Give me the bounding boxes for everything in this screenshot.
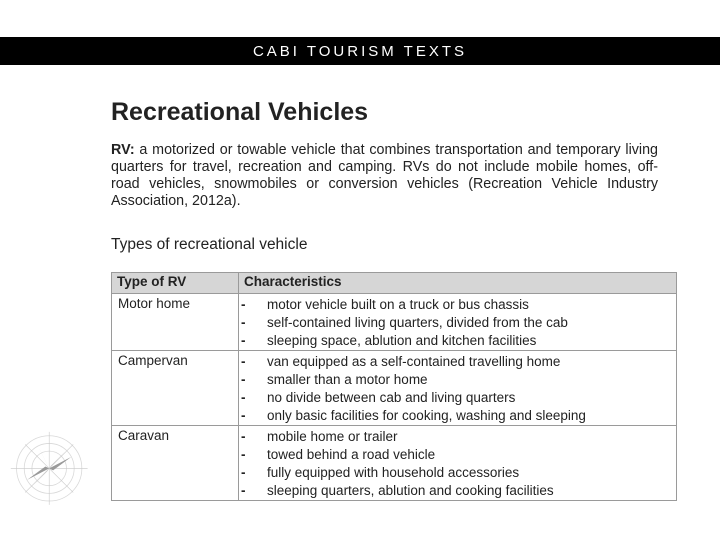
list-item: - mobile home or trailer xyxy=(241,429,398,444)
list-item: - self-contained living quarters, divided from the cab xyxy=(241,315,568,330)
section-subheading: Types of recreational vehicle xyxy=(111,236,308,253)
list-item: - fully equipped with household accessories xyxy=(241,465,520,480)
column-header-type: Type of RV xyxy=(112,273,239,294)
definition-term: RV: xyxy=(111,142,135,158)
characteristics-cell xyxy=(239,351,677,426)
table-row xyxy=(112,426,677,501)
characteristics-cell xyxy=(239,294,677,351)
characteristics-cell xyxy=(239,426,677,501)
column-header-characteristics: Characteristics xyxy=(239,273,677,294)
page-title: Recreational Vehicles xyxy=(111,98,369,126)
rv-definition xyxy=(111,142,658,210)
definition-text: a motorized or towable vehicle that combines transportation and temporary living quarters for travel, recreation and camping. RVs do not include mobile homes, off-road vehicles, snowmobiles or conversion vehicles (Recreation Vehicle Industry Association, 2012a). xyxy=(111,142,659,209)
table-row xyxy=(112,294,677,351)
list-item: - towed behind a road vehicle xyxy=(241,447,436,462)
rv-type-cell: Campervan xyxy=(112,351,239,426)
rv-type-cell: Motor home xyxy=(112,294,239,351)
list-item: - motor vehicle built on a truck or bus chassis xyxy=(241,297,529,312)
table-row xyxy=(112,351,677,426)
compass-rose-icon xyxy=(6,430,102,526)
banner-title: CABI TOURISM TEXTS xyxy=(252,43,468,60)
list-item: - only basic facilities for cooking, washing and sleeping xyxy=(241,408,586,423)
rv-types-table xyxy=(111,272,677,501)
table-header-row xyxy=(112,273,677,294)
rv-type-cell: Caravan xyxy=(112,426,239,501)
header-banner xyxy=(0,37,720,65)
list-item: - van equipped as a self-contained travelling home xyxy=(241,354,561,369)
list-item: - no divide between cab and living quarters xyxy=(241,390,516,405)
list-item: - sleeping space, ablution and kitchen facilities xyxy=(241,333,537,348)
list-item: - smaller than a motor home xyxy=(241,372,428,387)
list-item: - sleeping quarters, ablution and cooking facilities xyxy=(241,483,554,498)
